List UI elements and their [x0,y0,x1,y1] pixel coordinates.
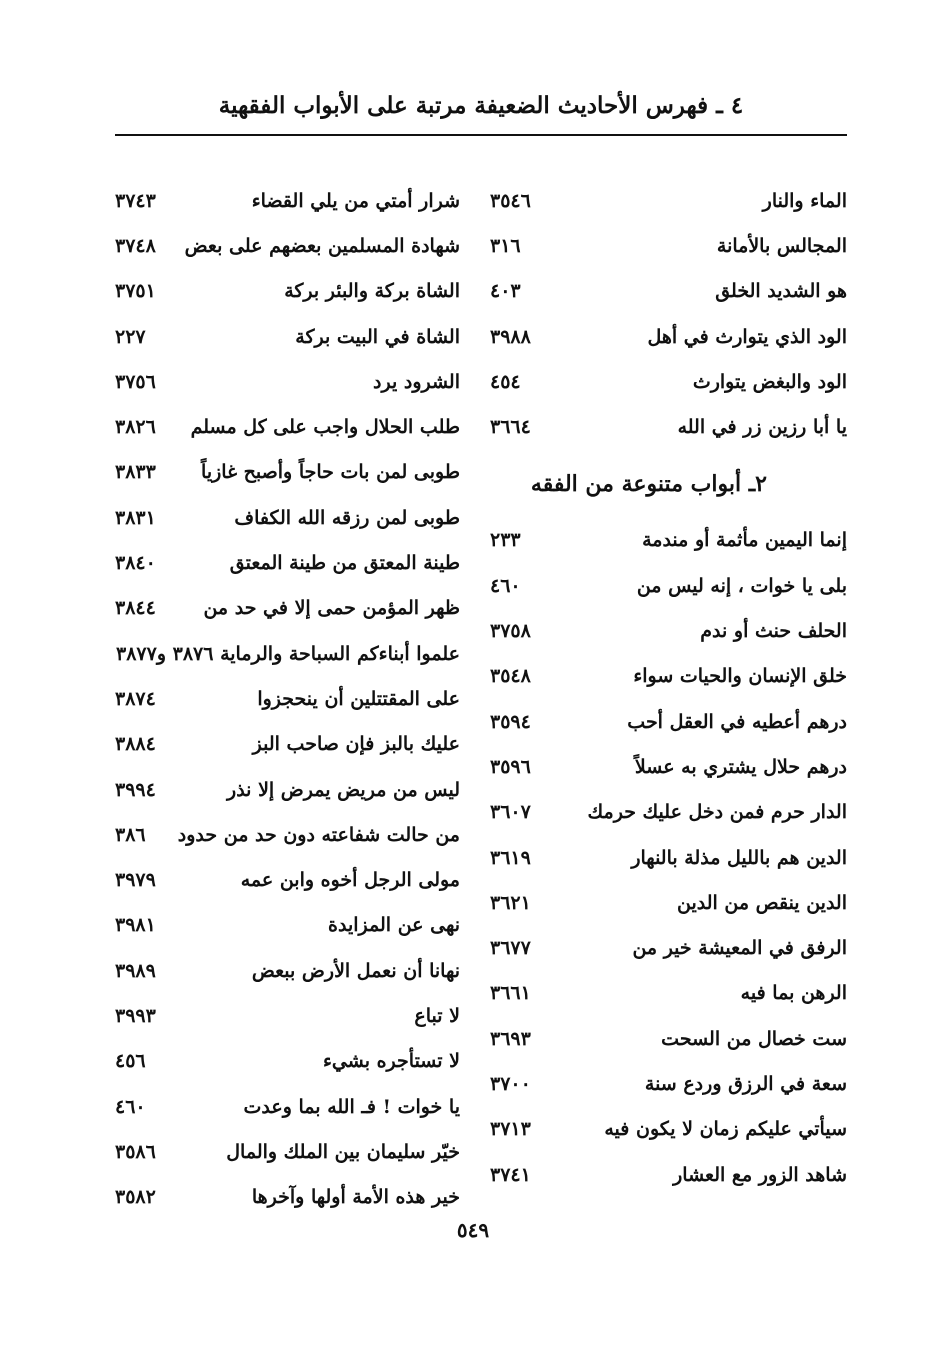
entry-number: ٣٧١٣ [490,1118,531,1141]
index-entry [115,1084,460,1129]
entry-number: ٣٨٣٣ [115,461,156,484]
entry-text: ظهر المؤمن حمى إلا في حد من [203,597,460,620]
entry-text: يا خوات ! فـ الله بما وعدت [243,1095,460,1118]
entry-number: ٣٨٧٤ [115,687,156,710]
index-entry [490,971,847,1016]
entry-number: ٣٩٧٩ [115,869,156,892]
index-entry [490,1016,847,1061]
index-entry [490,835,847,880]
entry-text: خير هذه الأمة أولها وآخرها [251,1186,460,1209]
entry-text: المجالس بالأمانة [716,234,847,257]
left-column [115,178,460,1220]
right-column [490,178,847,1197]
index-entry [490,1152,847,1197]
index-entry [490,1061,847,1106]
entry-number: ٣٦٧٧ [490,937,531,960]
entry-text: على المقتتلين أن ينحجزوا [257,687,460,710]
index-entry [490,790,847,835]
index-entry [115,722,460,767]
entry-text: سيأتي عليكم زمان لا يكون فيه [604,1118,847,1141]
entry-number: ٣٨٤٠ [115,552,156,575]
index-entry [490,699,847,744]
entry-number: ٣٦٠٧ [490,801,531,824]
entry-text: بلى يا خوات ، إنه ليس من [636,574,847,597]
index-entry [115,767,460,812]
entry-number: ٣٦٩٣ [490,1027,531,1050]
entry-text: نهانا أن نعمل الأرض ببعض [251,959,460,982]
index-entry [115,404,460,449]
entry-number: ٣٩٨٨ [490,325,531,348]
entry-number: ٣٧٤٣ [115,189,156,212]
entry-text: مولى الرجل أخوه وابن عمه [240,869,460,892]
index-entry [115,631,460,676]
entry-number: ٣٧٥٨ [490,620,531,643]
entry-number: ٣٦١٩ [490,846,531,869]
entry-text: لا تستأجره بشيء [322,1050,460,1073]
entry-text: الدين ينقص من الدين [677,891,847,914]
entry-text: الرفق في المعيشة خير من [632,937,847,960]
entry-text: لا تباع [414,1004,460,1027]
entry-text: درهم أعطيه في العقل أحب [627,710,847,733]
entry-number: ٣٥٩٤ [490,710,531,733]
index-entry [115,993,460,1038]
right-section-list [490,518,847,1197]
entry-text: عليك بالبز فإن صاحب البز [252,733,460,756]
index-entry [490,654,847,699]
index-entry [115,586,460,631]
entry-number: ٣١٦ [490,234,521,257]
index-entry [115,1129,460,1174]
entry-number: ٢٣٣ [490,529,521,552]
entry-text: الشاة في البيت بركة [295,325,460,348]
entry-number: ٣٩٩٤ [115,778,156,801]
entry-text: الشرود يرد [373,370,460,393]
page-number: ٥٤٩ [456,1218,490,1242]
entry-number: ٢٢٧ [115,325,146,348]
index-entry [115,948,460,993]
index-entry [115,1039,460,1084]
entry-number: ٣٨٣١ [115,506,156,529]
entry-text: هو الشديد الخلق [715,280,847,303]
entry-text: طوبى لمن رزقه الله الكفاف [234,506,460,529]
index-entry [490,1107,847,1152]
page-header-title: ٤ ـ فهرس الأحاديث الضعيفة مرتبة على الأبواب الفقهية [218,92,744,119]
entry-number: ٣٨٢٦ [115,416,156,439]
index-entry [490,269,847,314]
entry-number: ٣٨٨٤ [115,733,156,756]
entry-text: الشاة بركة والبئر بركة [284,280,460,303]
index-entry [115,223,460,268]
index-entry [115,450,460,495]
entry-text: ليس من مريض يمرض إلا نذر [227,778,460,801]
entry-number: ٣٩٨١ [115,914,156,937]
index-entry [115,812,460,857]
entry-text: علموا أبناءكم السباحة والرماية ٣٨٧٦ و٣٨٧٧ [116,642,460,665]
index-entry [115,857,460,902]
entry-text: درهم حلال يشتري به عسلاً [634,755,847,778]
index-entry [490,608,847,653]
index-entry [115,540,460,585]
entry-number: ٤٥٤ [490,370,521,393]
index-entry [115,495,460,540]
index-entry [115,903,460,948]
entry-text: الرهن بما فيه [740,982,847,1005]
entry-text: يا أبا رزين زر في الله [677,416,847,439]
entry-number: ٣٧٥٦ [115,370,156,393]
entry-text: الود والبغض يتوارث [692,370,847,393]
entry-number: ٤٦٠ [490,574,521,597]
entry-number: ٤٥٦ [115,1050,146,1073]
entry-number: ٣٥٨٢ [115,1186,156,1209]
right-top-list [490,178,847,450]
header-divider [115,134,847,136]
index-entry [115,178,460,223]
entry-number: ٣٧٤٨ [115,234,156,257]
index-entry [490,744,847,789]
index-entry [490,359,847,404]
entry-number: ٣٧٥١ [115,280,156,303]
entry-number: ٣٩٨٩ [115,959,156,982]
index-entry [115,314,460,359]
index-entry [490,925,847,970]
index-entry [490,563,847,608]
entry-text: خيّر سليمان بين الملك والمال [226,1140,460,1163]
entry-text: طينة المعتق من طينة المعتق [229,552,460,575]
entry-number: ٤٦٠ [115,1095,146,1118]
entry-number: ٣٦٢١ [490,891,531,914]
section-title: ٢ـ أبواب متنوعة من الفقه [530,470,767,497]
index-entry [115,1175,460,1220]
entry-text: ست خصال من السحت [661,1027,847,1050]
entry-number: ٣٦٦١ [490,982,531,1005]
entry-text: الماء والنار [762,189,847,212]
entry-number: ٤٠٣ [490,280,521,303]
index-entry [115,676,460,721]
entry-text: شاهد الزور مع العشار [673,1163,847,1186]
left-list [115,178,460,1220]
entry-number: ٣٥٤٦ [490,189,531,212]
entry-number: ٣٧٠٠ [490,1072,531,1095]
index-entry [490,314,847,359]
entry-text: من حالت شفاعته دون حد من حدود [177,823,460,846]
index-entry [490,404,847,449]
entry-text: شهادة المسلمين بعضهم على بعض [184,234,460,257]
entry-number: ٣٩٩٣ [115,1004,156,1027]
entry-number: ٣٨٦ [115,823,146,846]
entry-text: طوبى لمن بات حاجاً وأصبح غازياً [201,461,460,484]
index-entry [115,359,460,404]
entry-text: الدار حرم فمن دخل عليك حرمك [587,801,847,824]
entry-number: ٣٧٤١ [490,1163,531,1186]
index-entry [490,880,847,925]
entry-text: الود الذي يتوارث في أهل [647,325,847,348]
entry-text: الحلف حنث أو ندم [700,620,847,643]
entry-text: إنما اليمين مأثمة أو مندمة [642,529,847,552]
entry-number: ٣٥٨٦ [115,1140,156,1163]
index-entry [490,518,847,563]
entry-text: الدين هم بالليل مذلة بالنهار [631,846,847,869]
entry-number: ٣٥٤٨ [490,665,531,688]
entry-number: ٣٥٩٦ [490,755,531,778]
entry-text: شرار أمتي من يلي القضاء [251,189,460,212]
entry-text: خلق الإنسان والحيات سواء [633,665,847,688]
entry-text: سعة في الرزق وردع سنة [644,1072,847,1095]
index-entry [490,223,847,268]
entry-text: نهى عن المزايدة [328,914,460,937]
index-entry [490,178,847,223]
entry-number: ٣٦٦٤ [490,416,531,439]
index-entry [115,269,460,314]
entry-text: طلب الحلال واجب على كل مسلم [190,416,460,439]
entry-number: ٣٨٤٤ [115,597,156,620]
